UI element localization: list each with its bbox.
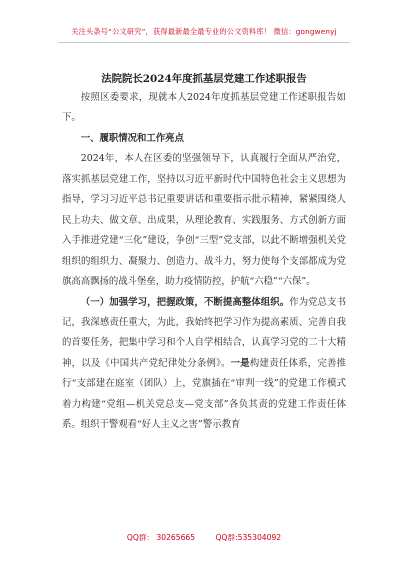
qq-group-2: QQ群:535304092 xyxy=(215,533,282,542)
section-paragraph: 2024年，本人在区委的坚强领导下，认真履行全面从严治党，落实抓基层党建工作，坚持以习近平新时代中国特色社会主义思想为指导，学习习近平总书记重要讲话和重要指示批示精神，紧紧围绕人民上功夫、做文章、出成果，从理论教育、实践服务、方式创新方面入手推进党建“三化”建设，争创“三型”党支部，以此不断增强机关党组织的组织力、凝聚力、创造力、战斗力，努力使每个支部都成为党旗高高飘扬的战斗堡垒，助力疫情防控，护航“六稳”“六保”。 xyxy=(62,153,346,288)
section-heading: 一、履职情况和工作亮点 xyxy=(80,132,184,144)
subsection-text: 作为党总支书记，我深感责任重大，为此，我始终把学习作为提高素质、完善自我的首要任务，把集中学习和个人自学相结合，认真学习党的二十大精神，以及《中国共产党纪律处分条例》。 xyxy=(62,296,346,369)
subsection-paragraph xyxy=(62,293,346,436)
intro-paragraph: 按照区委要求，现就本人2024年度抓基层党建工作述职报告如下。 xyxy=(62,92,346,124)
document-body xyxy=(62,88,346,436)
footer-contact xyxy=(0,532,408,543)
subsection-label: （一）加强学习，把握政策，不断提高整体组织。 xyxy=(80,296,290,308)
emphasis-text: 构建责任体系，完善推行“支部建在庭室（团队）上，党旗插在“审判一线”的党建工作模式着力构建“党组—机关党总支—党支部”各负其责的党建工作责任体系。组织干警观看“好人主义之害”警示教育 xyxy=(62,357,346,431)
header-divider xyxy=(58,42,350,43)
document-title: 法院院长2024年度抓基层党建工作述职报告 xyxy=(101,73,307,85)
header-promo-note: 关注头条号“公文研究”，获得最新最全最专业的公文资料库！ 微信：gongwenyj xyxy=(71,27,337,36)
qq-group-1: QQ群： 30265665 xyxy=(126,533,196,542)
emphasis-label: 一是 xyxy=(230,357,250,369)
